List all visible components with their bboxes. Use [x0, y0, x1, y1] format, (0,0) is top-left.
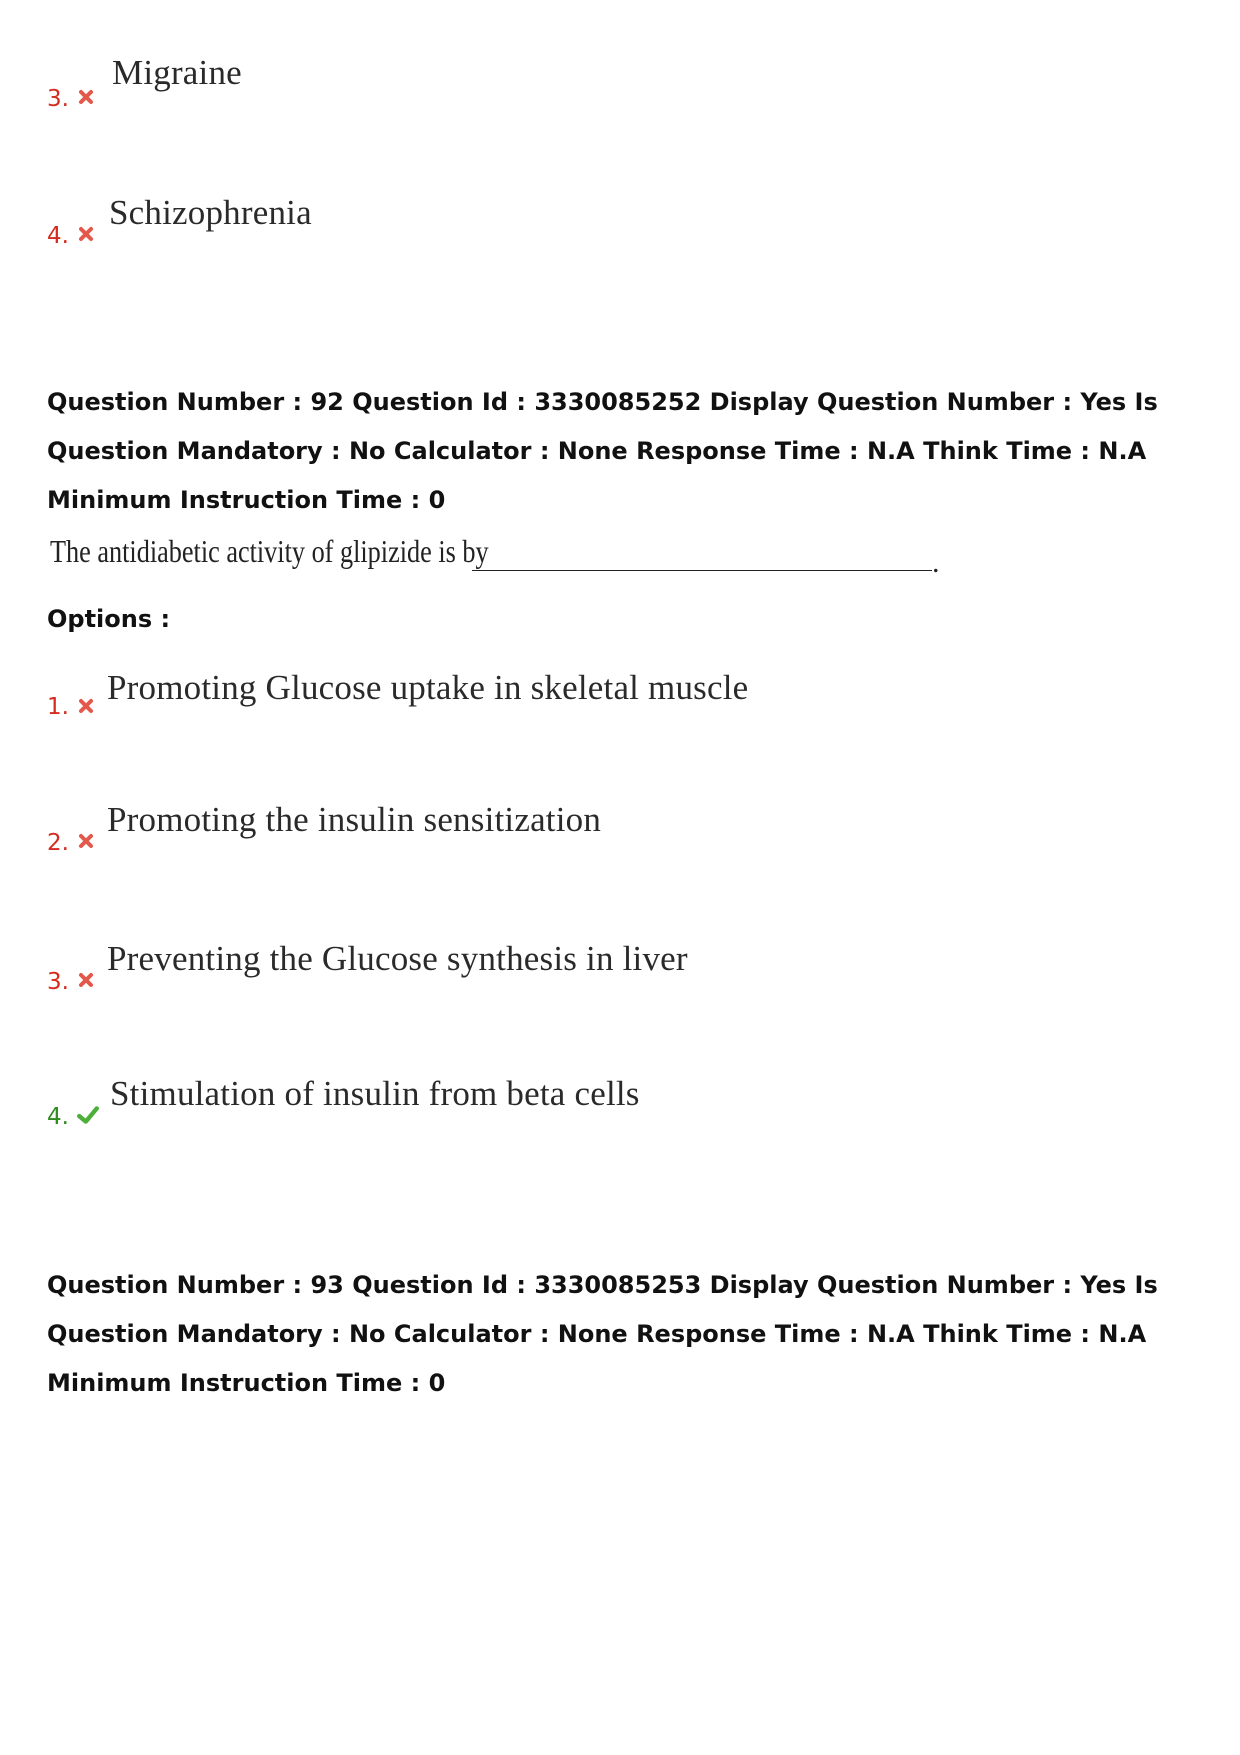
check-icon [77, 1105, 99, 1125]
option-number: 2. [47, 830, 69, 856]
option-number: 3. [47, 969, 69, 995]
question-92-meta: Question Number : 92 Question Id : 3330085252 Display Question Number : Yes Is Question Mandatory : No Calculator : None Response Time : N.A Think Time : N.A Minimum Instruction Time : 0 [47, 388, 1158, 514]
answer-blank [472, 570, 932, 571]
cross-icon [77, 971, 95, 989]
option-number: 1. [47, 694, 69, 720]
option-text: Promoting Glucose uptake in skeletal muscle [107, 668, 749, 707]
option-number: 4. [47, 1104, 69, 1130]
question-93-meta: Question Number : 93 Question Id : 3330085253 Display Question Number : Yes Is Question Mandatory : No Calculator : None Response Time : N.A Think Time : N.A Minimum Instruction Time : 0 [47, 1271, 1158, 1397]
options-label: Options : [47, 605, 171, 633]
option-text: Promoting the insulin sensitization [107, 800, 602, 839]
option-text: Schizophrenia [109, 193, 312, 232]
cross-icon [77, 88, 95, 106]
question-stem: The antidiabetic activity of glipizide is by [50, 533, 489, 569]
option-text: Migraine [112, 53, 242, 92]
option-text: Preventing the Glucose synthesis in liver [107, 939, 688, 978]
option-number: 3. [47, 86, 69, 112]
cross-icon [77, 832, 95, 850]
stem-period: . [932, 546, 940, 579]
option-text: Stimulation of insulin from beta cells [110, 1074, 640, 1113]
cross-icon [77, 225, 95, 243]
cross-icon [77, 697, 95, 715]
option-number: 4. [47, 223, 69, 249]
